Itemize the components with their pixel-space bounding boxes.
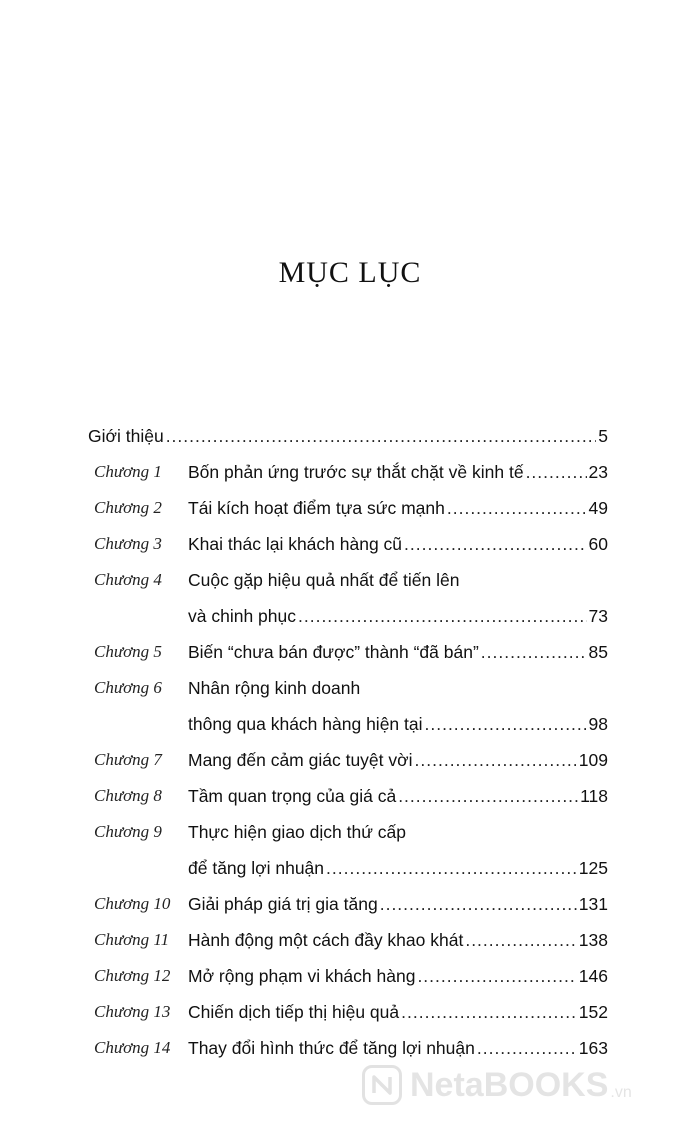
n-logo-icon: [362, 1065, 402, 1105]
toc-entry: [188, 562, 608, 598]
toc-row-chapter-5[interactable]: [88, 634, 608, 670]
dot-leader: [166, 418, 597, 454]
toc-row-chapter-9[interactable]: [88, 814, 608, 850]
dot-leader: [417, 958, 576, 994]
toc-row-chapter-3[interactable]: [88, 526, 608, 562]
toc-page-number: 152: [578, 1002, 608, 1022]
dot-leader: [425, 706, 587, 742]
toc-page-number: 98: [588, 714, 608, 734]
toc-row-chapter-2[interactable]: [88, 490, 608, 526]
toc-row-chapter-10[interactable]: [88, 886, 608, 922]
toc-entry: [188, 886, 608, 922]
toc-entry-title: Tầm quan trọng của giá cả: [188, 786, 397, 806]
chapter-label: Chương 1: [94, 462, 162, 481]
toc-page-number: 131: [578, 894, 608, 914]
toc-entry: [188, 922, 608, 958]
watermark-suffix: .vn: [610, 1084, 632, 1101]
toc-entry-title: thông qua khách hàng hiện tại: [188, 714, 423, 734]
toc-page-number: 146: [578, 966, 608, 986]
dot-leader: [401, 994, 577, 1030]
dot-leader: [465, 922, 576, 958]
toc-entry-title: Giới thiệu: [88, 426, 164, 446]
toc-page-number: 60: [588, 534, 608, 554]
toc-entry-title: và chinh phục: [188, 606, 296, 626]
watermark: [362, 1060, 632, 1110]
toc-entry-title: Thay đổi hình thức để tăng lợi nhuận: [188, 1038, 475, 1058]
toc-page-number: 73: [588, 606, 608, 626]
toc-row-chapter-6[interactable]: [88, 706, 608, 742]
toc-entry: [188, 742, 608, 778]
toc-row-chapter-12[interactable]: [88, 958, 608, 994]
toc-entry: [188, 778, 608, 814]
toc-row-chapter-11[interactable]: [88, 922, 608, 958]
toc-entry: [188, 706, 608, 742]
toc-entry: [188, 454, 608, 490]
toc-entry-title: Mang đến cảm giác tuyệt vời: [188, 750, 413, 770]
toc-page-number: 23: [588, 462, 608, 482]
chapter-label: Chương 4: [94, 570, 162, 589]
toc-row-chapter-13[interactable]: [88, 994, 608, 1030]
toc-row-chapter-7[interactable]: [88, 742, 608, 778]
toc-entry: [88, 418, 608, 454]
watermark-brand: NetaBOOKS: [410, 1065, 609, 1104]
chapter-label: Chương 13: [94, 1002, 171, 1021]
toc-entry-title: Mở rộng phạm vi khách hàng: [188, 966, 416, 986]
toc-page-number: 118: [580, 786, 608, 806]
toc-entry-title: Khai thác lại khách hàng cũ: [188, 534, 403, 554]
dot-leader: [326, 850, 577, 886]
toc-entry: [188, 958, 608, 994]
toc-row-chapter-4[interactable]: [88, 562, 608, 598]
toc-entry: [188, 670, 608, 706]
toc-entry-title: Biến “chưa bán được” thành “đã bán”: [188, 642, 479, 662]
toc-row-chapter-8[interactable]: [88, 778, 608, 814]
toc-entry-title: Thực hiện giao dịch thứ cấp: [188, 822, 406, 842]
chapter-label: Chương 8: [94, 786, 162, 805]
chapter-label: Chương 10: [94, 894, 171, 913]
toc-row-chapter-4[interactable]: [88, 598, 608, 634]
toc-page-number: 49: [588, 498, 608, 518]
table-of-contents: [88, 418, 608, 1066]
chapter-label: Chương 11: [94, 930, 170, 949]
chapter-label: Chương 2: [94, 498, 162, 517]
chapter-label: Chương 3: [94, 534, 162, 553]
toc-entry: [188, 634, 608, 670]
toc-page-number: 85: [588, 642, 608, 662]
toc-page-number: 125: [578, 858, 608, 878]
toc-page-number: 5: [598, 426, 608, 446]
page-title: MỤC LỤC: [278, 256, 422, 289]
chapter-label: Chương 6: [94, 678, 162, 697]
dot-leader: [380, 886, 577, 922]
toc-entry-title: Bốn phản ứng trước sự thắt chặt về kinh tế: [188, 462, 524, 482]
toc-entry-title: Cuộc gặp hiệu quả nhất để tiến lên: [188, 570, 460, 590]
dot-leader: [481, 634, 587, 670]
toc-entry: [188, 598, 608, 634]
chapter-label: Chương 7: [94, 750, 162, 769]
toc-page-number: 109: [578, 750, 608, 770]
toc-entry-title: Nhân rộng kinh doanh: [188, 678, 361, 698]
toc-row-intro[interactable]: [88, 418, 608, 454]
toc-row-chapter-6[interactable]: [88, 670, 608, 706]
dot-leader: [298, 598, 587, 634]
toc-entry: [188, 850, 608, 886]
toc-page-number: 163: [578, 1038, 608, 1058]
toc-entry-title: Chiến dịch tiếp thị hiệu quả: [188, 1002, 400, 1022]
dot-leader: [415, 742, 577, 778]
chapter-label: Chương 9: [94, 822, 162, 841]
dot-leader: [526, 454, 587, 490]
toc-entry-title: Tái kích hoạt điểm tựa sức mạnh: [188, 498, 445, 518]
dot-leader: [398, 778, 578, 814]
dot-leader: [404, 526, 586, 562]
toc-row-chapter-9[interactable]: [88, 850, 608, 886]
toc-page-number: 138: [578, 930, 608, 950]
toc-entry-title: để tăng lợi nhuận: [188, 858, 325, 878]
dot-leader: [447, 490, 587, 526]
toc-entry-title: Hành động một cách đầy khao khát: [188, 930, 464, 950]
toc-entry-title: Giải pháp giá trị gia tăng: [188, 894, 378, 914]
toc-row-chapter-1[interactable]: [88, 454, 608, 490]
toc-entry: [188, 994, 608, 1030]
toc-entry: [188, 526, 608, 562]
toc-entry: [188, 814, 608, 850]
chapter-label: Chương 5: [94, 642, 162, 661]
chapter-label: Chương 12: [94, 966, 171, 985]
toc-entry: [188, 490, 608, 526]
chapter-label: Chương 14: [94, 1038, 171, 1057]
